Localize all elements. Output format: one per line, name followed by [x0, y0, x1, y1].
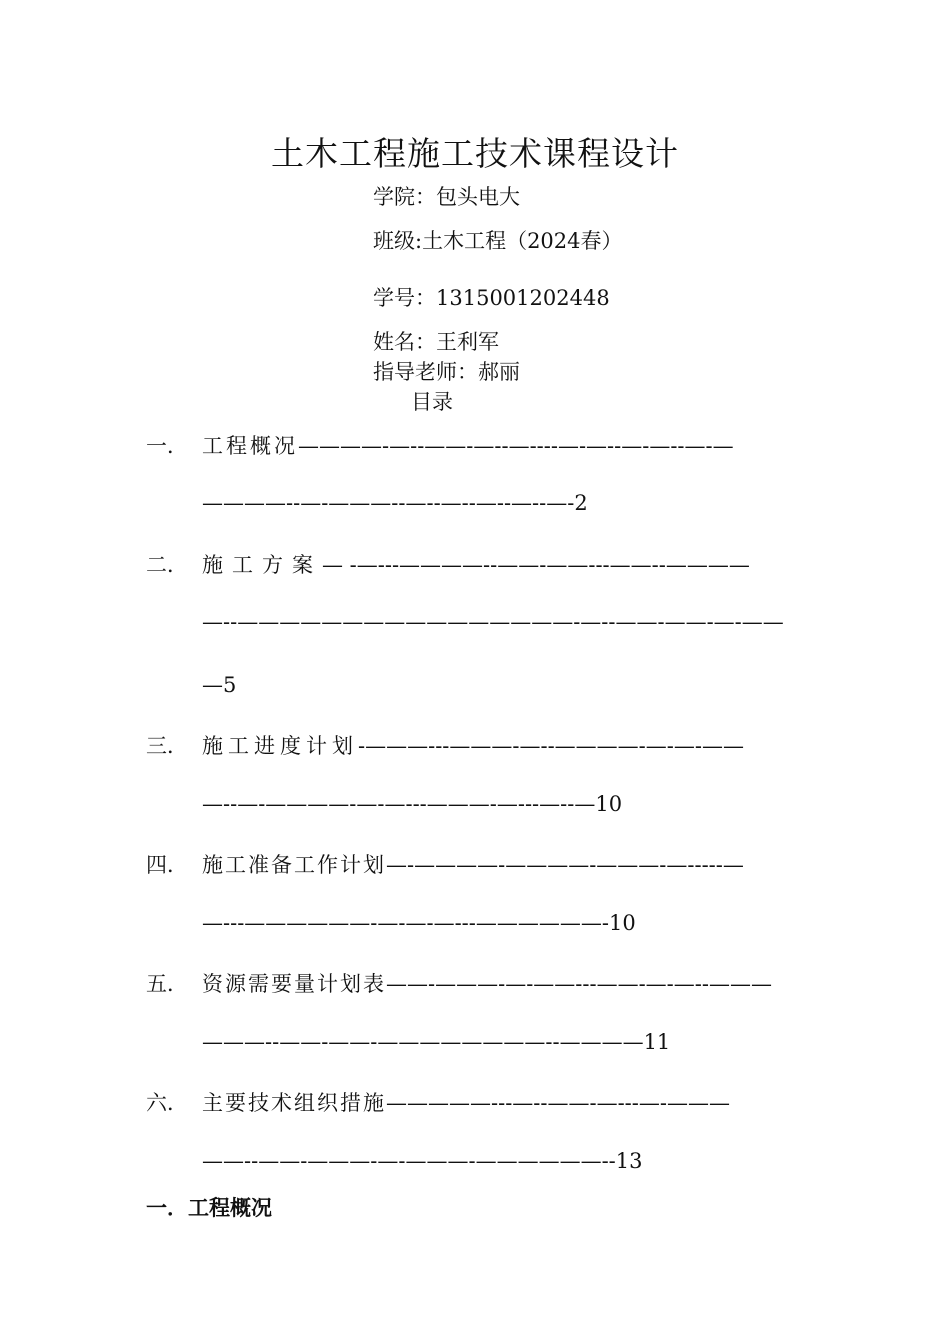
toc-item-leader: ——-———-—-——---——-—-—--——— [386, 972, 772, 996]
toc-item-line [202, 968, 806, 998]
toc-item-leader: ———--——-——-————————--————11 [202, 1030, 671, 1054]
toc-item-number: 三． [146, 734, 188, 758]
toc-item-number: 二． [146, 553, 188, 577]
toc-item-leader: — -—---————--——-——---——--———— [322, 553, 750, 577]
toc-item-label: 主要技术组织措施 [202, 1091, 386, 1115]
toc-item-leader: —--————————————————-—--——-——-—-—— [202, 610, 784, 634]
section-heading: 一．工程概况 [146, 1196, 272, 1220]
toc-item-number: 六． [146, 1091, 188, 1115]
toc-item-leader: —---——————-—-—-—---——————-10 [202, 911, 636, 935]
toc-item-label: 资源需要量计划表 [202, 972, 386, 996]
toc-item-leader: —-————-————-———-—-----— [386, 853, 744, 877]
name-line: 姓名：王利军 [373, 330, 499, 354]
toc-item-number: 五． [146, 972, 188, 996]
toc-item-label: 施工方案 [202, 553, 322, 577]
toc-item-label: 工程概况 [202, 434, 298, 458]
toc-item-line [202, 1087, 806, 1117]
toc-item-leader: ————--—-———--—--—--—--—--—-2 [202, 491, 588, 515]
student-id-line: 学号：1315001202448 [373, 286, 610, 310]
college-line: 学院：包头电大 [373, 185, 520, 209]
toc-item-label: 施工进度计划 [202, 734, 358, 758]
class-line: 班级:土木工程（2024春） [373, 229, 623, 253]
toc-item-line [202, 849, 806, 879]
toc-item-line [202, 730, 806, 760]
toc-item-leader: —5 [202, 673, 237, 697]
toc-item-leader: —————---—--——-—---—-——— [386, 1091, 730, 1115]
toc-item-leader: ——--——-———-—-———-——————--13 [202, 1149, 643, 1173]
toc-item-line [202, 430, 806, 460]
toc-item-number: 一． [146, 434, 188, 458]
toc-item-leader: -———---———-—--————-—-—-—— [358, 734, 744, 758]
toc-item-leader: ————-—--——-—--—----—-—--—-—--—-— [298, 434, 734, 458]
document-title: 土木工程施工技术课程设计 [271, 134, 679, 173]
toc-item-label: 施工准备工作计划 [202, 853, 386, 877]
toc-item-number: 四． [146, 853, 188, 877]
toc-heading: 目录 [411, 390, 453, 414]
toc-item-leader: —--—-————-—-—---———-—---—--—10 [202, 792, 623, 816]
toc-item-line [202, 549, 806, 579]
advisor-line: 指导老师：郝丽 [373, 360, 520, 384]
